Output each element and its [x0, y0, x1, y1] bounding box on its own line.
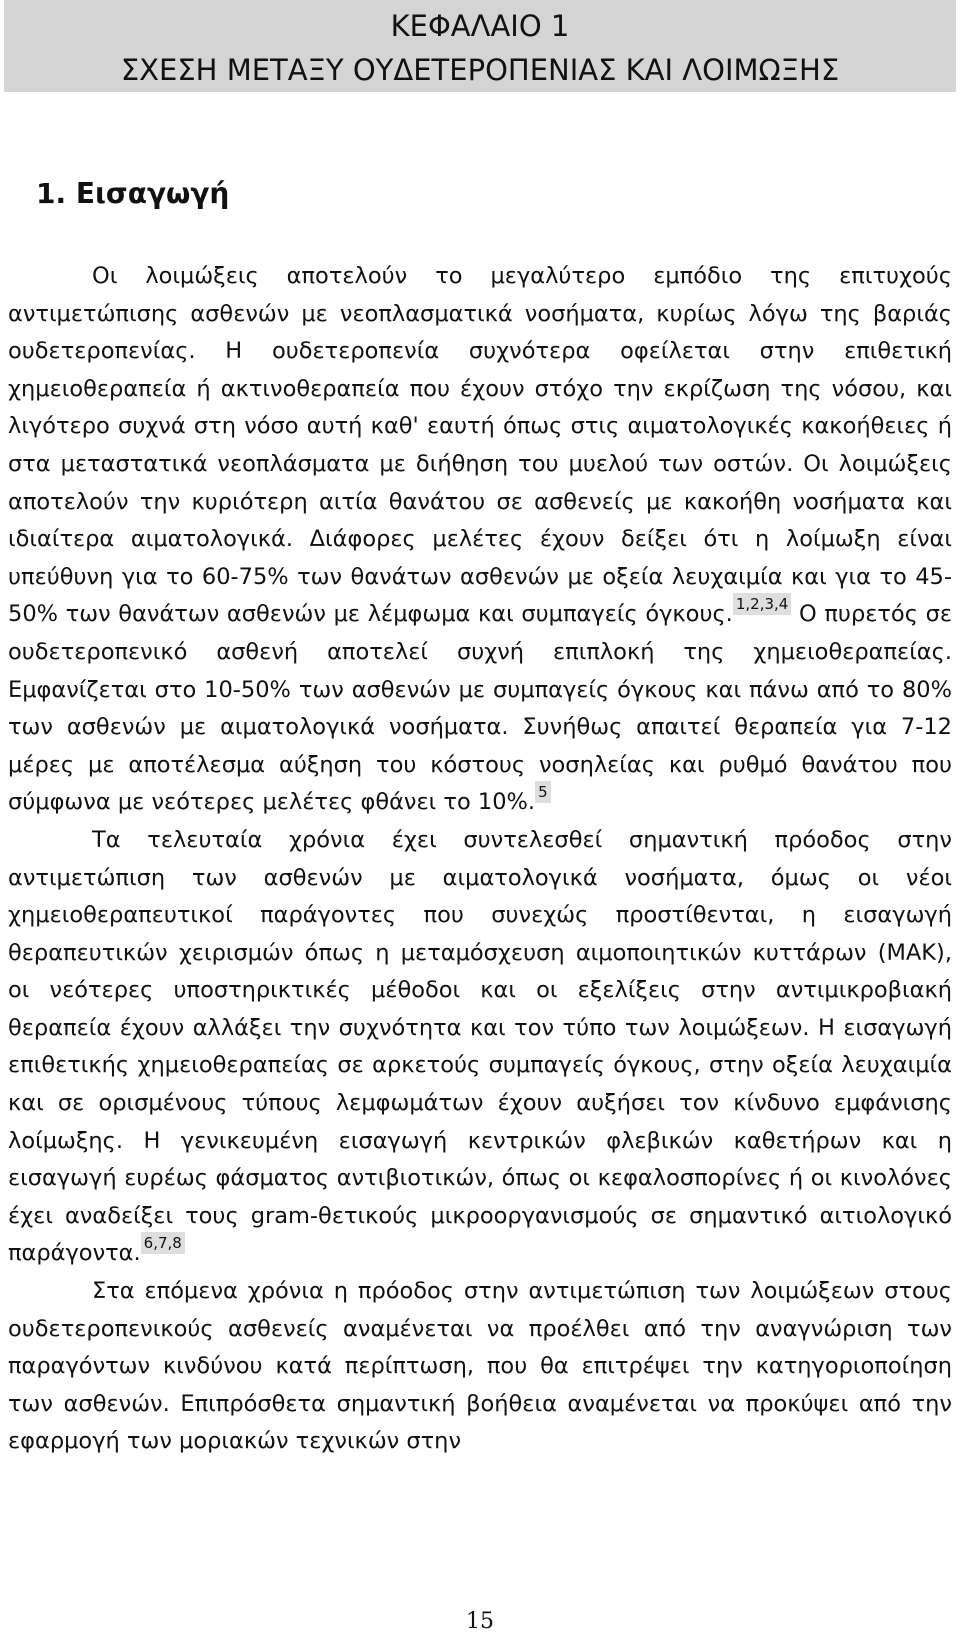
- chapter-header: [4, 0, 956, 92]
- section-heading: 1. Εισαγωγή: [36, 177, 230, 210]
- citation-reference: 5: [535, 781, 551, 803]
- chapter-label: ΚΕΦΑΛΑΙΟ 1: [390, 9, 570, 43]
- page-number: 15: [466, 1609, 494, 1634]
- paragraph-text: Οι λοιμώξεις αποτελούν το μεγαλύτερο εμπόδιο της επιτυχούς αντιμετώπισης ασθενών με νεοπλασματικά νοσήματα, κυρίως λόγω της βαριάς ουδετεροπενίας. Η ουδετεροπενία συχνότερα οφείλεται στην επιθετική χημειοθεραπεία ή ακτινοθεραπεία που έχουν στόχο την εκρίζωση της νόσου, και λιγότερο συχνά στη νόσο αυτή καθ' εαυτή όπως στις αιματολογικές κακοήθειες ή στα μεταστατικά νεοπλάσματα με διήθηση του μυελού των οστών. Οι λοιμώξεις αποτελούν την κυριότερη αιτία θανάτου σε ασθενείς με κακοήθη νοσήματα και ιδιαίτερα αιματολογικά. Διάφορες μελέτες έχουν δείξει ότι η λοίμωξη είναι υπεύθυνη για το 60-75% των θανάτων ασθενών με οξεία λευχαιμία και για το 45-50% των θανάτων ασθενών με λέμφωμα και συμπαγείς όγκους.: [8, 263, 952, 628]
- chapter-title: ΣΧΕΣΗ ΜΕΤΑΞΥ ΟΥΔΕΤΕΡΟΠΕΝΙΑΣ ΚΑΙ ΛΟΙΜΩΞΗΣ: [120, 53, 840, 87]
- paragraph-text: Ο πυρετός σε ουδετεροπενικό ασθενή αποτελεί συχνή επιπλοκή της χημειοθεραπείας. Εμφανίζεται στο 10-50% των ασθενών με συμπαγείς όγκους και πάνω από το 80% των ασθενών με αιματολογικά νοσήματα. Συνήθως απαιτεί θεραπεία για 7-12 μέρες με αποτέλεσμα αύξηση του κόστους νοσηλείας και ρυθμό θανάτου που σύμφωνα με νεότερες μελέτες φθάνει το 10%.: [8, 601, 952, 816]
- paragraph: [8, 1273, 952, 1461]
- body-text: [8, 258, 952, 1461]
- paragraph-text: Στα επόμενα χρόνια η πρόοδος στην αντιμετώπιση των λοιμώξεων στους ουδετεροπενικούς ασθενείς αναμένεται να προέλθει από την αναγνώριση των παραγόντων κινδύνου κατά περίπτωση, που θα επιτρέψει την κατηγοριοποίηση των ασθενών. Επιπρόσθετα σημαντική βοήθεια αναμένεται να προκύψει από την εφαρμογή των μοριακών τεχνικών στην: [8, 1278, 952, 1455]
- paragraph-text: Τα τελευταία χρόνια έχει συντελεσθεί σημαντική πρόοδος στην αντιμετώπιση των ασθενών με αιματολογικά νοσήματα, όμως οι νέοι χημειοθεραπευτικοί παράγοντες που συνεχώς προστίθενται, η εισαγωγή θεραπευτικών χειρισμών όπως η μεταμόσχευση αιμοποιητικών κυττάρων (ΜΑΚ), οι νεότερες υποστηρικτικές μέθοδοι και οι εξελίξεις στην αντιμικροβιακή θεραπεία έχουν αλλάξει την συχνότητα και τον τύπο των λοιμώξεων. Η εισαγωγή επιθετικής χημειοθεραπείας σε αρκετούς συμπαγείς όγκους, στην οξεία λευχαιμία και σε ορισμένους τύπους λεμφωμάτων έχουν αυξήσει τον κίνδυνο εμφάνισης λοίμωξης. Η γενικευμένη εισαγωγή κεντρικών φλεβικών καθετήρων και η εισαγωγή ευρέως φάσματος αντιβιοτικών, όπως οι κεφαλοσπορίνες ή οι κινολόνες έχει αναδείξει τους gram-θετικούς μικροοργανισμούς σε σημαντικό αιτιολογικό παράγοντα.: [8, 826, 952, 1267]
- citation-reference: 6,7,8: [141, 1232, 185, 1254]
- paragraph: [8, 258, 952, 822]
- paragraph: [8, 822, 952, 1273]
- citation-reference: 1,2,3,4: [733, 593, 791, 615]
